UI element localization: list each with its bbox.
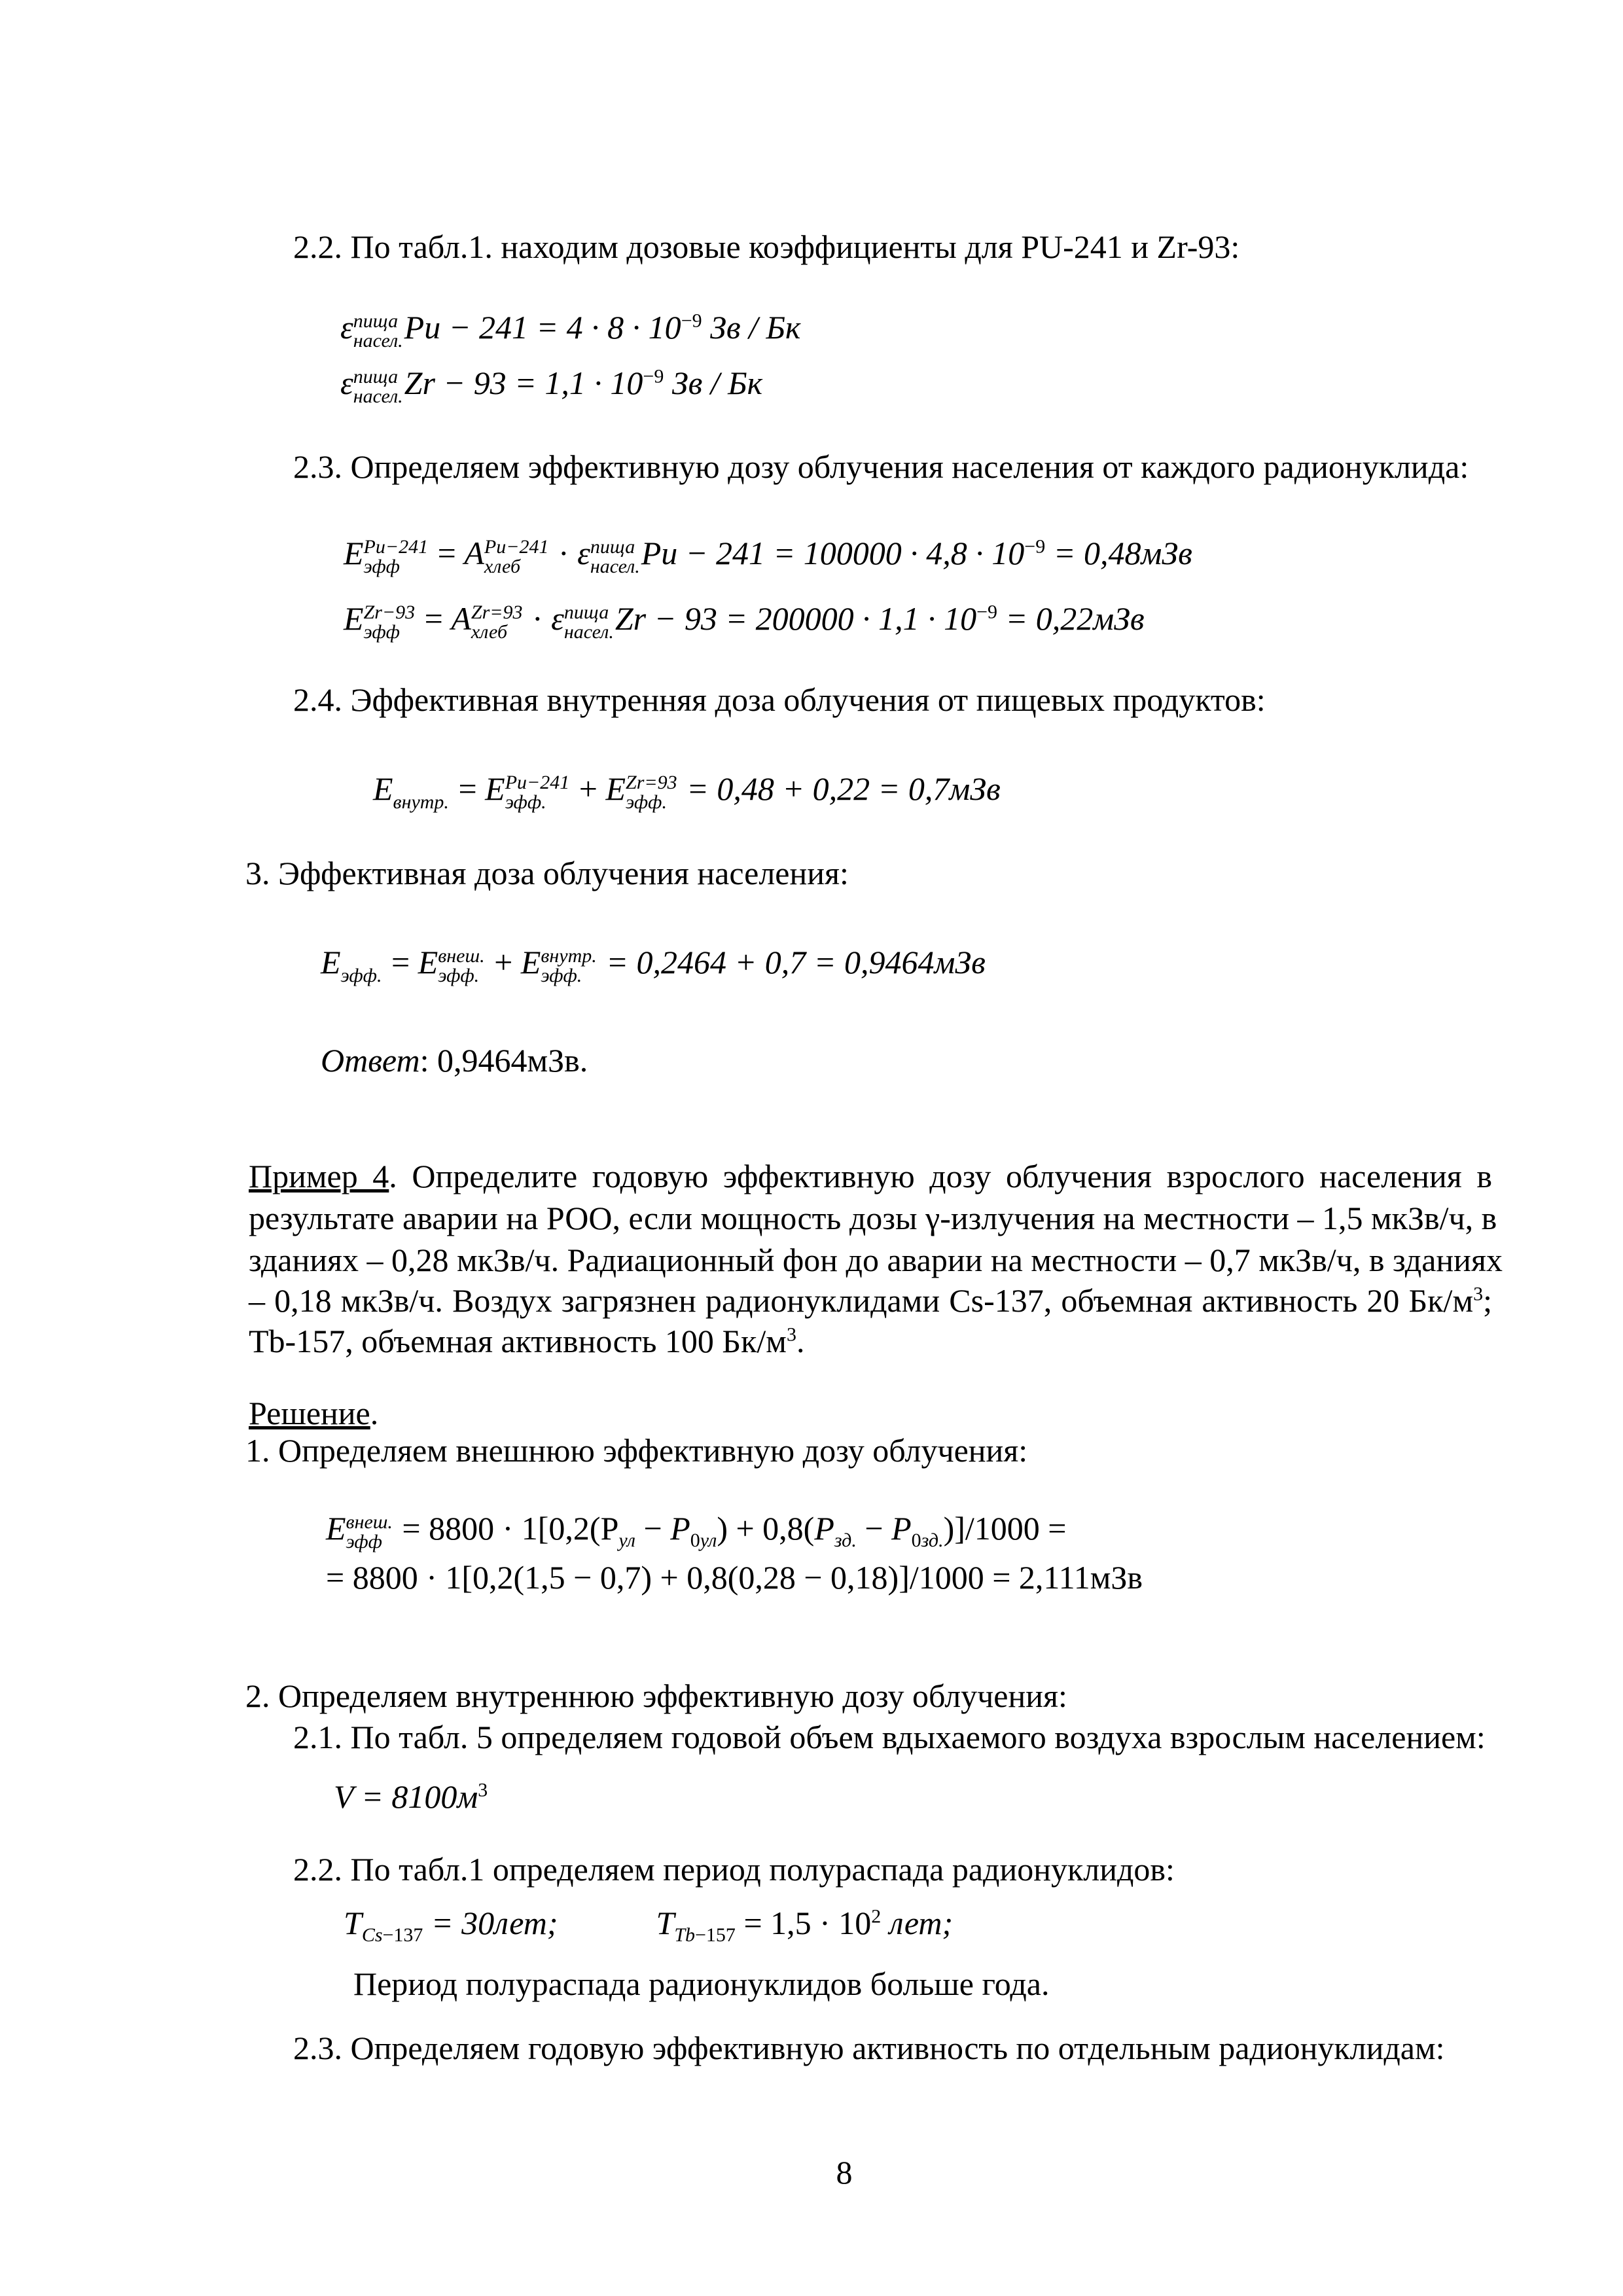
step-2-heading: 2. Определяем внутреннюю эффективную дозу облучения: (245, 1677, 1067, 1714)
formula-external-dose-line-2: = 8800 · 1[0,2(1,5 − 0,7) + 0,8(0,28 − 0,18)]/1000 = 2,111мЗв (326, 1559, 1143, 1596)
example-4-line-2: результате аварии на РОО, если мощность дозы γ-излучения на местности – 1,5 мкЗв/ч, в (249, 1200, 1497, 1236)
solution-heading: Решение. (249, 1395, 379, 1431)
formula-pu241-coefficient: ε пища насел. $Pu - 241 = 4 \cdot 8 \cdot 10^{-9}$ Зв / Бк (340, 309, 801, 351)
formula-external-dose-line-1: E внеш. эфф = $8800 \cdot 1[0,2(P_{ул} - P_{0ул}) + 0,8(P_{зд.} - P_{0зд.})]/1000$ = (326, 1510, 1067, 1552)
section-3-heading: 3. Эффективная доза облучения населения: (245, 855, 849, 891)
formula-half-lives: $T_{Cs-137} = 30лет$; $T_{Tb-157} = 1,5 \cdot 10^2$ лет; (344, 1905, 954, 1946)
step-2-3-heading: 2.3. Определяем годовую эффективную активность по отдельным радионуклидам: (293, 2030, 1445, 2066)
example-4-line-5: Tb-157, объемная активность 100 $Бк/м^3$. (249, 1323, 805, 1359)
section-2-2-heading: 2.2. По табл.1. находим дозовые коэффициенты для PU-241 и Zr-93: (293, 228, 1240, 265)
formula-air-volume: $V = 8100м^3$ (334, 1778, 488, 1815)
half-life-note: Период полураспада радионуклидов больше года. (353, 1965, 1050, 2002)
section-2-3-heading: 2.3. Определяем эффективную дозу облучения населения от каждого радионуклида: (293, 448, 1469, 485)
formula-effective-dose-pu241: E Pu−241 эфф = A Pu−241 хлеб · ε пища насел. $Pu - 241 = 100000 \cdot 4,8 \cdot 10^{-9} = 0,48мЗв$ (344, 535, 1192, 577)
formula-effective-dose-zr93: E Zr−93 эфф = A Zr=93 хлеб · ε пища насел. $Zr - 93 = 200000 \cdot 1,1 \cdot 10^{-9} = 0,22мЗв$ (344, 600, 1145, 643)
page-number: 8 (836, 2154, 853, 2191)
example-4-line-4: – 0,18 мкЗв/ч. Воздух загрязнен радионуклидами Cs-137, объемная активность 20 $Бк/м^3$; (249, 1282, 1492, 1319)
step-1-heading: 1. Определяем внешнюю эффективную дозу облучения: (245, 1432, 1028, 1469)
answer-line: Ответ: 0,9464мЗв. (321, 1042, 588, 1079)
example-4-line-3: зданиях – 0,28 мкЗв/ч. Радиационный фон до аварии на местности – 0,7 мкЗв/ч, в зданиях (249, 1242, 1503, 1278)
step-2-1-heading: 2.1. По табл. 5 определяем годовой объем вдыхаемого воздуха взрослым населением: (293, 1719, 1486, 1755)
formula-internal-dose: E внутр. = E Pu−241 эфф. + E Zr=93 эфф. = 0,48 + 0,22 = 0,7мЗв (373, 770, 1001, 813)
formula-zr93-coefficient: ε пища насел. $Zr - 93 = 1,1 \cdot 10^{-9}$ Зв / Бк (340, 365, 763, 407)
section-2-4-heading: 2.4. Эффективная внутренняя доза облучения от пищевых продуктов: (293, 681, 1266, 718)
example-4-line-1: Пример 4. Определите годовую эффективную дозу облучения взрослого населения в (249, 1158, 1492, 1194)
formula-total-effective-dose: E эфф. = E внеш. эфф. + E внутр. эфф. = 0,2464 + 0,7 = 0,9464мЗв (321, 944, 986, 986)
step-2-2-heading: 2.2. По табл.1 определяем период полураспада радионуклидов: (293, 1851, 1175, 1888)
